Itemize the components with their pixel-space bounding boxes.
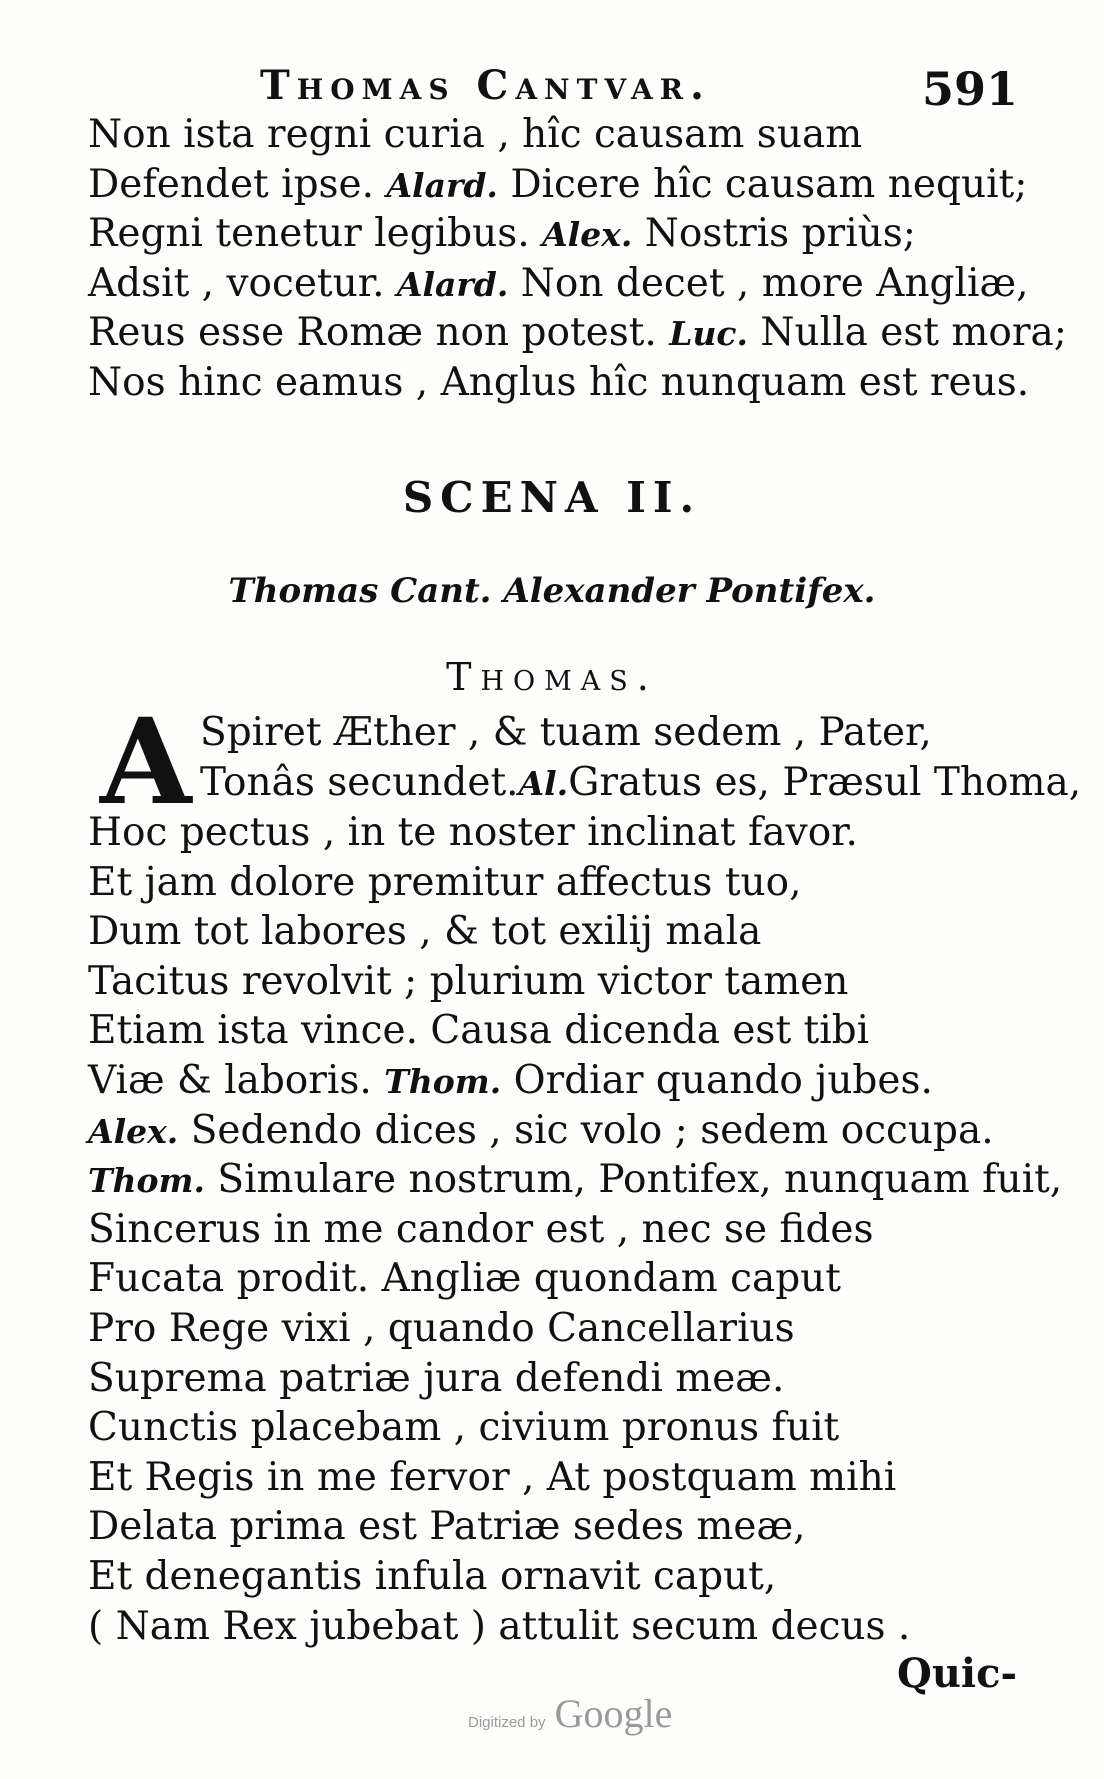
verse-text: Ordiar quando jubes. xyxy=(501,1057,933,1103)
speaker-abbrev: Al. xyxy=(518,764,569,803)
verse-text: Et jam dolore premitur affectus tuo, xyxy=(88,859,802,905)
verse-text: Viæ & laboris. xyxy=(88,1057,385,1103)
catchword: Quic- xyxy=(897,1650,1018,1697)
verse-line xyxy=(88,808,1028,858)
verse-text: Delata prima est Patriæ sedes meæ, xyxy=(88,1504,806,1550)
verse-text: Dum tot labores , & tot exilij mala xyxy=(88,909,762,955)
verse-text: Et denegantis infula ornavit caput, xyxy=(88,1553,777,1599)
speaker-abbrev: Thom. xyxy=(88,1161,205,1201)
verse-text: Et Regis in me fervor , At postquam mihi xyxy=(88,1454,897,1500)
verse-text: Adsit , vocetur. xyxy=(88,260,397,306)
verse-text: Pro Rege vixi , quando Cancellarius xyxy=(88,1305,795,1351)
verse-text: Tonâs secundet. xyxy=(200,760,519,805)
speaker-abbrev: Alex. xyxy=(542,215,633,255)
verse-line xyxy=(88,1403,1028,1453)
speaker-heading: Thomas. xyxy=(446,655,658,699)
verse-text: Non decet , more Angliæ, xyxy=(508,260,1029,306)
verse-text: Etiam ista vince. Causa dicenda est tibi xyxy=(88,1008,870,1054)
verse-text: Cunctis placebam , civium pronus fuit xyxy=(88,1405,840,1451)
verse-line xyxy=(88,1106,1028,1156)
verse-text: Non ista regni curia , hîc causam suam xyxy=(88,112,863,157)
speaker-abbrev: Thom. xyxy=(384,1061,502,1101)
speaker-abbrev: Alex. xyxy=(88,1111,179,1151)
running-title: Thomas Cantvar. xyxy=(260,62,711,109)
verse-line xyxy=(88,1602,1028,1652)
verse-line xyxy=(88,110,1028,160)
verse-text: Tacitus revolvit ; plurium victor tamen xyxy=(88,958,849,1004)
verse-line xyxy=(88,259,1028,309)
google-logo: Google xyxy=(554,1691,673,1736)
verse-line xyxy=(88,1354,1028,1404)
page-number: 591 xyxy=(922,62,1019,116)
verse-text: Fucata prodit. Angliæ quondam caput xyxy=(88,1256,841,1302)
verse-text: Nos hinc eamus , Anglus hîc nunquam est reus. xyxy=(88,359,1030,405)
verse-text: Dicere hîc causam nequit; xyxy=(497,161,1028,207)
speaker-abbrev: Alard. xyxy=(396,264,509,304)
drop-cap: A xyxy=(100,692,192,831)
scene-title: SCENA II. xyxy=(402,473,702,522)
verse-line xyxy=(88,1056,1028,1106)
verse-line xyxy=(88,308,1067,358)
verse-line xyxy=(88,1205,1028,1255)
verse-line xyxy=(88,957,1028,1007)
verse-line: Spiret Æther , & tuam sedem , Pater, xyxy=(200,710,932,755)
speaker-abbrev: Luc. xyxy=(669,314,749,354)
verse-line xyxy=(88,209,1028,259)
verse-line xyxy=(88,358,1028,408)
verse-line xyxy=(88,160,1028,210)
verse-text: Sincerus in me candor est , nec se fides xyxy=(88,1206,874,1252)
verse-block-main xyxy=(88,808,1063,1651)
verse-text: Regni tenetur legibus. xyxy=(88,211,543,257)
verse-text: Sedendo dices , sic volo ; sedem occupa. xyxy=(178,1107,994,1153)
verse-text: Nulla est mora; xyxy=(748,310,1067,356)
verse-line xyxy=(88,1502,1028,1552)
verse-line xyxy=(88,1552,1028,1602)
verse-text: Gratus es, Præsul Thoma, xyxy=(568,760,1082,805)
verse-line xyxy=(88,1304,1028,1354)
verse-line xyxy=(88,1006,1028,1056)
verse-line xyxy=(88,1453,1028,1503)
verse-line xyxy=(88,1254,1028,1304)
verse-text: Reus esse Romæ non potest. xyxy=(88,310,670,356)
verse-line xyxy=(88,907,1028,957)
verse-line xyxy=(200,758,1081,809)
verse-block-top xyxy=(88,110,1067,408)
dramatis-personae: Thomas Cant. Alexander Pontifex. xyxy=(228,571,876,611)
digitized-watermark xyxy=(468,1690,672,1737)
verse-text: Nostris priùs; xyxy=(632,211,916,257)
verse-text: Suprema patriæ jura defendi meæ. xyxy=(88,1355,785,1401)
verse-text: Simulare nostrum, Pontifex, nunquam fuit, xyxy=(204,1157,1063,1203)
verse-text: ( Nam Rex jubebat ) attulit secum decus . xyxy=(88,1603,911,1649)
verse-line xyxy=(88,1155,1063,1205)
verse-text: Defendet ipse. xyxy=(88,161,387,207)
verse-line xyxy=(88,858,1028,908)
speaker-abbrev: Alard. xyxy=(386,165,498,205)
watermark-prefix: Digitized by xyxy=(468,1714,546,1731)
verse-text: Hoc pectus , in te noster inclinat favor. xyxy=(88,810,858,855)
